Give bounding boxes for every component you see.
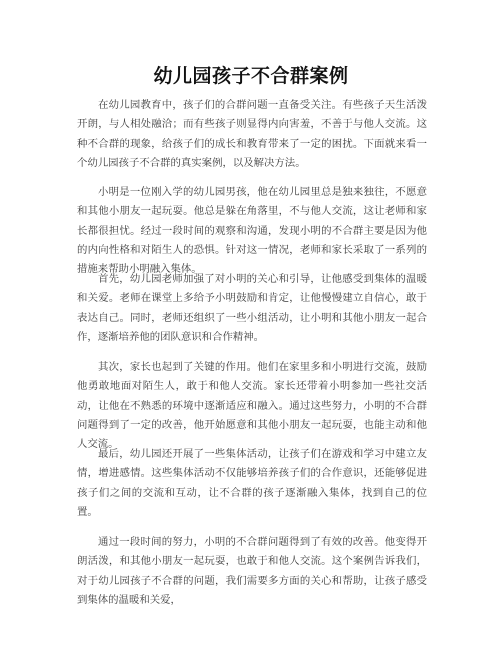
paragraph-intro: 在幼儿园教育中，孩子们的合群问题一直备受关注。有些孩子天生活泼开朗，与人相处融洽；而有些孩子则显得内向害羞，不善于与他人交流。这种不合群的现象，给孩子们的成长和教育带来了一定的困扰。下面就来看一个幼儿园孩子不合群的真实案例，以及解决方法。 xyxy=(77,99,427,169)
paragraph-case: 小明是一位刚入学的幼儿园男孩，他在幼儿园里总是独来独往，不愿意和其他小朋友一起玩耍。他总是躲在角落里，不与他人交流，这让老师和家长都很担忧。经过一段时间的观察和沟通，发现小明的不合群主要是因为他的内向性格和对陌生人的恐惧。针对这一情况，老师和家长采取了一系列的措施来帮助小明融入集体。 xyxy=(77,186,427,276)
document-title: 幼儿园孩子不合群案例 xyxy=(153,65,349,87)
paragraph-teacher: 首先，幼儿园老师加强了对小明的关心和引导，让他感受到集体的温暖和关爱。老师在课堂上多给予小明鼓励和肯定，让他慢慢建立自信心，敢于表达自己。同时，老师还组织了一些小组活动，让小明和其他小朋友一起合作，逐渐培养他的团队意识和合作精神。 xyxy=(77,273,427,343)
paragraph-parents: 其次，家长也起到了关键的作用。他们在家里多和小明进行交流，鼓励他勇敢地面对陌生人，敢于和他人交流。家长还带着小明参加一些社交活动，让他在不熟悉的环境中逐渐适应和融入。通过这些努力，小明的不合群问题得到了一定的改善，他开始愿意和其他小朋友一起玩耍，也能主动和他人交流。 xyxy=(77,361,427,451)
paragraph-activities: 最后，幼儿园还开展了一些集体活动，让孩子们在游戏和学习中建立友情，增进感情。这些集体活动不仅能够培养孩子们的合作意识，还能够促进孩子们之间的交流和互动，让不合群的孩子逐渐融入集体，找到自己的位置。 xyxy=(77,448,427,518)
paragraph-conclusion: 通过一段时间的努力，小明的不合群问题得到了有效的改善。他变得开朗活泼，和其他小朋友一起玩耍，也敢于和他人交流。这个案例告诉我们，对于幼儿园孩子不合群的问题，我们需要多方面的关心和帮助，让孩子感受到集体的温暖和关爱， xyxy=(77,536,427,606)
